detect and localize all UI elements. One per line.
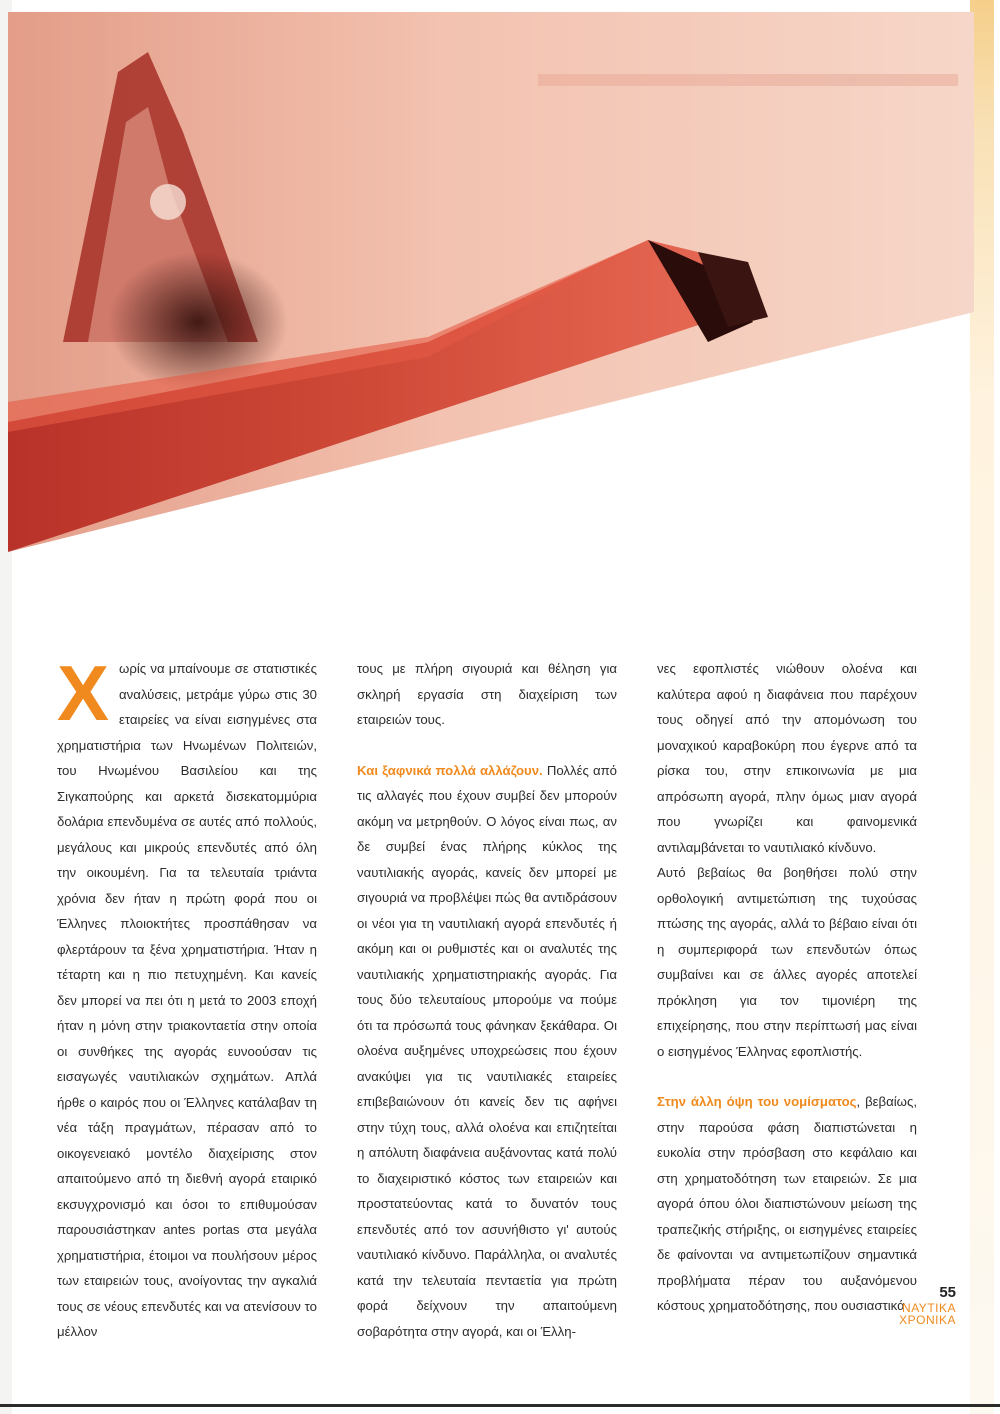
column-3-text: , βεβαίως, στην παρούσα φάση διαπιστώνεται η ευκολία στην πρόσβαση στο κεφάλαιο και στη χρηματοδότηση των εταιρειών. Σε μια αγορά όπου όλοι διαπιστώνουν μείωση της τραπεζικής στήριξης, οι εισηγμένες εταιρείες δε φαίνονται να αντιμετωπίζουν σημαντικά προβλήματα πέραν του αυξανόμενου κόστους χρηματοδότησης, που ουσιαστικά [657, 1094, 917, 1313]
column-3-paragraph-1: νες εφοπλιστές νιώθουν ολοένα και καλύτερα αφού η διαφάνεια που παρέχουν τους οδηγεί από την απομόνωση του μοναχικού καραβοκύρη που έγερνε από τα ρίσκα του, στην επικοινωνία με μια απρόσωπη αγορά, πλην όμως μιαν αγορά που γνωρίζει και φαινομενικά αντιλαμβάνεται το ναυτιλιακό κίνδυνο. [657, 661, 917, 855]
ship-bow-photo [8, 12, 974, 552]
page-bottom-rule [0, 1404, 1000, 1407]
magazine-name-line-2: ΧΡΟΝΙΚΑ [899, 1313, 956, 1327]
column-2-intro: τους με πλήρη σιγουριά και θέληση για σκληρή εργασία στη διαχείριση των εταιρειών τους. [357, 661, 617, 727]
article-paragraph [657, 1089, 917, 1319]
subheading: Στην άλλη όψη του νομίσματος [657, 1094, 857, 1109]
magazine-name-line-1: ΝΑΥΤΙΚΑ [902, 1301, 956, 1315]
column-3-paragraph-2: Αυτό βεβαίως θα βοηθήσει πολύ στην ορθολογική αντιμετώπιση της τυχούσας πτώσης της αγοράς, αλλά το βέβαιο είναι ότι η συμπεριφορά των επενδυτών όπως συμβαίνει και σε άλλες αγορές αποτελεί πρόκληση για τον τιμονιέρη της επιχείρησης, που στην περίπτωσή μας είναι ο εισηγμένος Έλληνας εφοπλιστής. [657, 865, 917, 1059]
page-number: 55 [939, 1284, 956, 1301]
subheading: Και ξαφνικά πολλά αλλάζουν. [357, 762, 543, 778]
column-2-text: Πολλές από τις αλλαγές που έχουν συμβεί δεν μπορούν ακόμη να μετρηθούν. Ο λόγος είναι πως, αν δε συμβεί ένας πλήρης κύκλος της ναυτιλιακής αγοράς, κανείς δεν μπορεί με σιγουριά να προβλέψει πώς θα αντιδράσουν οι νέοι για τη ναυτιλιακή αγορά επενδυτές ή ακόμη και οι ρυθμιστές και οι αναλυτές της ναυτιλιακής χρηματιστηριακής αγοράς. Για τους δύο τελευταίους μπορούμε να πούμε ότι τα πρόσωπά τους φάνηκαν ξεκάθαρα. Οι ολοένα αυξημένες υποχρεώσεις που έχουν ανακύψει για τις ναυτιλιακές εταιρείες επιβεβαιώνουν ότι κανείς δεν τις αφήνει στην τύχη τους, αλλά ολοένα και επιζητείται η απόλυτη διαφάνεια αυξάνοντας κατά πολύ το διαχειριστικό κόστος των εταιρειών και προστατεύοντας κατά το δυνατόν τους επενδυτές από τον ασυνήθιστο γι' αυτούς ναυτιλιακό κίνδυνο. Παράλληλα, οι αναλυτές κατά την τελευταία πενταετία για πρώτη φορά δείχνουν την απαιτούμενη σοβαρότητα στην αγορά, και οι Έλλη- [357, 762, 618, 1339]
article-column-2 [357, 656, 617, 1344]
article-column-1 [57, 649, 317, 1345]
drop-cap: Χ [57, 649, 110, 737]
article-paragraph [57, 649, 317, 1345]
column-1-text: ωρίς να μπαίνουμε σε στατιστικές αναλύσεις, μετράμε γύρω στις 30 εταιρείες να είναι εισηγμένες στα χρηματιστήρια των Ηνωμένων Πολιτειών, του Ηνωμένου Βασιλείου και της Σιγκαπούρης και αρκετά δισεκατομμύρια δολάρια επενδυμένα σε αυτές από πολλούς, μεγάλους και μικρούς επενδυτές από όλη την οικουμένη. Για τα τελευταία τριάντα χρόνια δεν ήταν η πρώτη φορά που οι Έλληνες πλοιοκτήτες προσπάθησαν να φλερτάρουν τα ξένα χρηματιστήρια. Ήταν η τέταρτη και η πιο πετυχημένη. Και κανείς δεν μπορεί να πει ότι η μετά το 2003 εποχή ήταν η μόνη στην τριακονταετία στην οποία οι συνθήκες της αγοράς ευνοούσαν τις εισαγωγές ναυτιλιακών σχημάτων. Απλά ήρθε ο καιρός που οι Έλληνες κατάλαβαν τη νέα τάξη πραγμάτων, πέρασαν από το οικογενειακό μοντέλο διαχείρισης στον απαιτούμενο από τη διεθνή αγορά εταιρικό εκσυγχρονισμό και όσοι το επιθυμούσαν παρουσιάστηκαν antes portas στα μεγάλα χρηματιστήρια, έτοιμοι να πουλήσουν μέρος των εταιρειών τους, ανοίγοντας την αγκαλιά τους σε νέους επενδυτές και να ατενίσουν το μέλλον [57, 661, 317, 1339]
article-column-3 [657, 656, 917, 1319]
page-folio [899, 1284, 956, 1326]
article-paragraph [357, 758, 617, 1345]
